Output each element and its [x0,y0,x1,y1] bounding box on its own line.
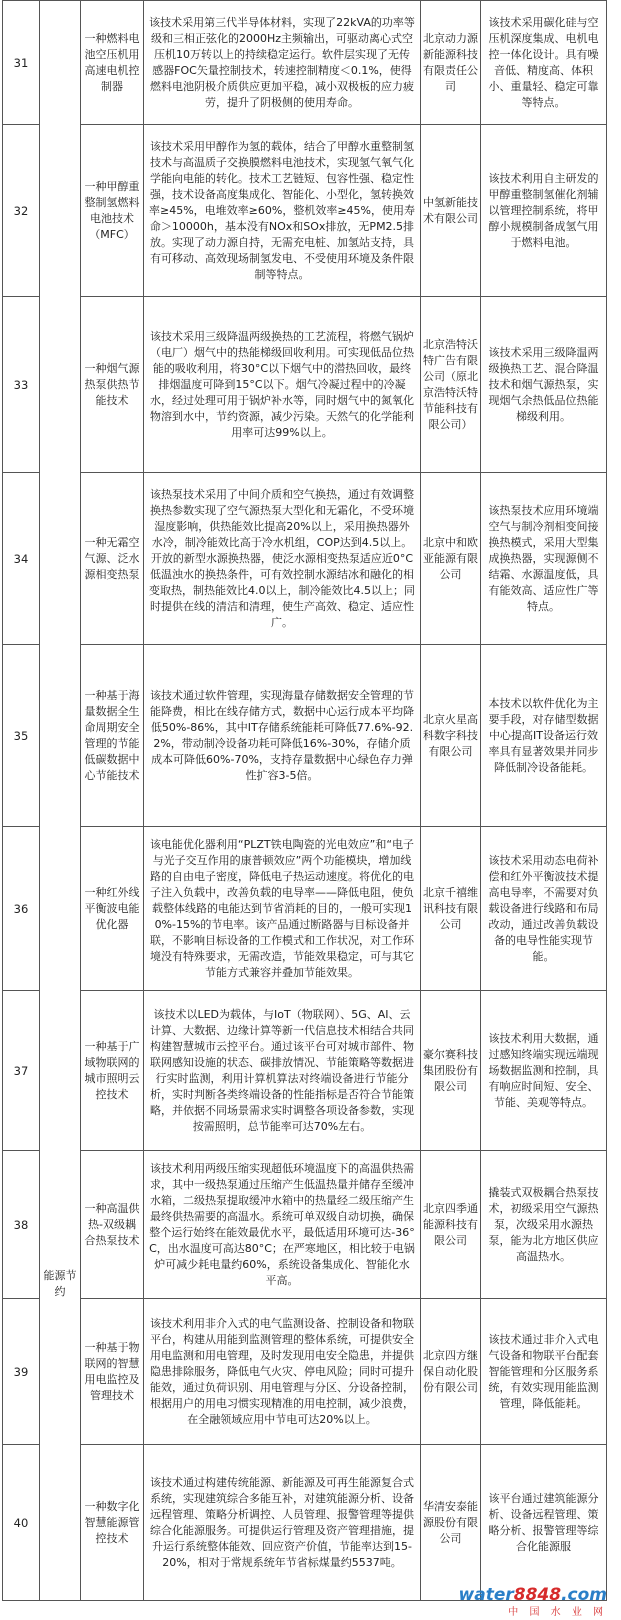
tech-description: 该电能优化器利用“PLZT铁电陶瓷的光电效应”和“电子与光子交互作用的康普顿效应”两个功能模块，增加线路的自由电子密度，降低电子热运动速度。将优化的电子注入负载中，改善负载的电导率——降低电阻，使负载整体线路的电能达到节省消耗的目的，一般可实现10%-15%的节电率。该产品通过断路器与目标设备并联，不影响目标设备的工作模式和工作状况，对工作环境没有特殊要求，无需改造，节能效果稳定，可与其它节能方式兼容并叠加节能效果。 [144,827,421,991]
watermark-subtitle: 中 国 水 业 网 [508,1607,607,1618]
tech-name: 一种燃料电池空压机用高速电机控制器 [81,1,144,125]
tech-table [2,0,607,1601]
organization: 豪尔赛科技集团股份有限公司 [421,991,481,1151]
tech-features: 该热泵技术应用环境端空气与制冷剂相变间接换热模式，采用大型集成换热器，实现源侧不结霜、水源温度低，具有能效高、适应性广等特点。 [481,473,607,645]
row-number: 38 [3,1151,40,1299]
organization: 北京千禧维讯科技有限公司 [421,827,481,991]
tech-description: 该技术采用甲醇作为氢的载体，结合了甲醇水重整制氢技术与高温质子交换膜燃料电池技术，实现氢气氧气化学能向电能的转化。技术工艺链短、包容性强、稳定性强，技术设备高度集成化、智能化、小型化，氢转换效率≥45%，电堆效率≥60%，整机效率≥45%，使用寿命＞10000h，基本没有NOx和SOx排放，无PM2.5排放。实现了动力源自持，无需充电桩、加氢站支持，具有可移动、高效现场制氢发电、不受使用环境及条件限制等特点。 [144,125,421,297]
organization: 北京四方继保自动化股份有限公司 [421,1299,481,1445]
category-cell: 能源节约 [40,1,81,1601]
tech-name: 一种无霜空气源、泛水源相变热泵 [81,473,144,645]
tech-features: 该技术通过非介入式电气设备和物联平台配套智能管理和分区服务系统，有效实现用能监测管理，降低能耗。 [481,1299,607,1445]
tech-description: 该技术采用三级降温两级换热的工艺流程，将燃气锅炉（电厂）烟气中的热能梯级回收利用。可实现低品位热能的吸收利用，将30°C以下烟气中的潜热回收，最终排烟温度可降到15°C以下。烟气冷凝过程中的冷凝水，经过处理可用于锅炉补水等，同时烟气中的氮氧化物溶到水中，节约资源，减少污染。天然气的化学能利用率可达99%以上。 [144,297,421,473]
table-row [3,1445,607,1601]
tech-features: 该技术采用碳化硅与空压机深度集成、电机电控一体化设计。具有噪音低、精度高、体积小、重量轻、稳定可靠等特点。 [481,1,607,125]
row-number: 31 [3,1,40,125]
table-row [3,1,607,125]
tech-description: 该技术以LED为载体，与IoT（物联网）、5G、AI、云计算、大数据、边缘计算等新一代信息技术相结合共同构建智慧城市云控平台。通过该平台可对城市部件、物联网感知设施的状态、碳排放情况、节能策略等数据进行实时监测，利用计算机算法对终端设备进行节能分析，实时判断各类终端设备的性能指标是否符合节能策略，并依据不同场景需求实时调整各项设备参数，实现按需照明，总节能率可达70%左右。 [144,991,421,1151]
tech-features: 该技术利用大数据，通过感知终端实现远端现场数据监测和控制，具有响应时间短、安全、节能、美观等特点。 [481,991,607,1151]
tech-description: 该技术通过软件管理，实现海量存储数据安全管理的节能降费，相比在线存储方式，数据中心运行成本平均降低50%-86%，其中IT存储系统能耗可降低77.6%-92.2%，带动制冷设备功耗可降低16%-30%，存储介质成本可降低60%-70%，支持存量数据中心绿色存力弹性扩容3-5倍。 [144,645,421,827]
organization: 华清安泰能源股份有限公司 [421,1445,481,1601]
watermark-logo: water8848.com [458,1585,607,1605]
tech-name: 一种甲醇重整制氢燃料电池技术（MFC） [81,125,144,297]
tech-description: 该热泵技术采用了中间介质和空气换热，通过有效调整换热参数实现了空气源热泵大型化和无霜化，不受环境湿度影响，供热能效比提高20%以上，采用换热器外水冷，制冷能效比高于冷水机组，COP达到4.5以上。开放的新型水源换热器，使泛水源相变热泵适应近0°C低温浊水的换热条件，可有效控制水源结冰和融化的相变取热，制热能效比4.0以上，制冷能效比4.5以上；同时提供在线的清洁和清理，使生产高效、稳定、适应性广。 [144,473,421,645]
row-number: 35 [3,645,40,827]
tech-features: 撬装式双极耦合热泵技术，初级采用空气源热泵，次级采用水源热泵，能为北方地区供应高温热水。 [481,1151,607,1299]
tech-features: 该技术利用自主研发的甲醇重整制氢催化剂辅以管理控制系统，将甲醇小规模制备成氢气用于燃料电池。 [481,125,607,297]
table-row [3,991,607,1151]
organization: 中氢新能技术有限公司 [421,125,481,297]
tech-name: 一种数字化智慧能源管控技术 [81,1445,144,1601]
tech-features: 本技术以软件优化为主要手段，对存储型数据中心提高IT设备运行效率具有显著效果并同步降低制冷设备能耗。 [481,645,607,827]
tech-name: 一种基于物联网的智慧用电监控及管理技术 [81,1299,144,1445]
table-row [3,645,607,827]
table-row [3,1151,607,1299]
table-row [3,827,607,991]
table-row [3,297,607,473]
organization: 北京四季通能源科技有限公司 [421,1151,481,1299]
row-number: 32 [3,125,40,297]
tech-description: 该技术采用第三代半导体材料，实现了22kVA的功率等级和三相正弦化的2000Hz主频输出，可驱动离心式空压机10万转以上的持续稳定运行。软件层实现了无传感器FOC矢量控制技术，转速控制精度＜0.1%，使得燃料电池阴极介质供应更加平稳，减小双极板的应力疲劳，提升了阴极侧的使用寿命。 [144,1,421,125]
organization: 北京动力源新能源科技有限责任公司 [421,1,481,125]
row-number: 33 [3,297,40,473]
organization: 北京浩特沃特广告有限公司（原北京浩特沃特节能科技有限公司） [421,297,481,473]
tech-name: 一种高温供热-双级耦合热泵技术 [81,1151,144,1299]
tech-features: 该技术采用动态电荷补偿和红外平衡波技术提高电导率，不需要对负载设备进行线路和布局改动，通过改善负载设备的电导性能实现节能。 [481,827,607,991]
tech-description: 该技术利用两级压缩实现超低环境温度下的高温供热需求，其中一级热泵通过压缩产生低温热量并储存至缓冲水箱，二级热泵提取缓冲水箱中的热量经二级压缩产生最终供热需要的高温水。系统可单双级自动切换，确保整个运行始终在能效最优水平，最低适用环境可达-36°C，出水温度可高达80°C；在严寒地区，相比较于电锅炉可减少耗电量约60%，系统设备集成化、智能化水平高。 [144,1151,421,1299]
tech-name: 一种基于广域物联网的城市照明云控技术 [81,991,144,1151]
row-number: 39 [3,1299,40,1445]
organization: 北京中和欧亚能源有限公司 [421,473,481,645]
row-number: 34 [3,473,40,645]
tech-name: 一种烟气源热泵供热节能技术 [81,297,144,473]
tech-name: 一种红外线平衡波电能优化器 [81,827,144,991]
row-number: 37 [3,991,40,1151]
table-row [3,125,607,297]
row-number: 36 [3,827,40,991]
tech-table-body [3,1,607,1601]
tech-features: 该平台通过建筑能源分析、设备远程管理、策略分析、报警管理等综合化能源服 [481,1445,607,1601]
tech-description: 该技术利用非介入式的电气监测设备、控制设备和物联平台，构建从用能到监测管理的整体系统，可提供安全用电监测和用电管理，及时发现用电安全隐患，并提供隐患排除服务，降低电气火灾、停电风险；同时可提升能效，通过负荷识别、用电管理与分区、分设备控制，根据用户的用电习惯实现精准的用电控制，减少浪费，在全融领域应用中节电可达20%以上。 [144,1299,421,1445]
tech-description: 该技术通过构建传统能源、新能源及可再生能源复合式系统，实现建筑综合多能互补，对建筑能源分析、设备远程管理、策略分析调控、人员管理、报警管理等提供综合化能源服务。可提供运行管理及资产管理措施，提升运行系统整体能效、回应资产价值，节能率达到15-20%，相对于常规系统年节省标煤量约5537吨。 [144,1445,421,1601]
table-row [3,1299,607,1445]
tech-features: 该技术采用三级降温两级换热工艺、混合降温技术和烟气源热泵，实现烟气余热低品位热能梯级利用。 [481,297,607,473]
organization: 北京火星高科数字科技有限公司 [421,645,481,827]
tech-name: 一种基于海量数据全生命周期安全管理的节能低碳数据中心节能技术 [81,645,144,827]
table-row [3,473,607,645]
row-number: 40 [3,1445,40,1601]
